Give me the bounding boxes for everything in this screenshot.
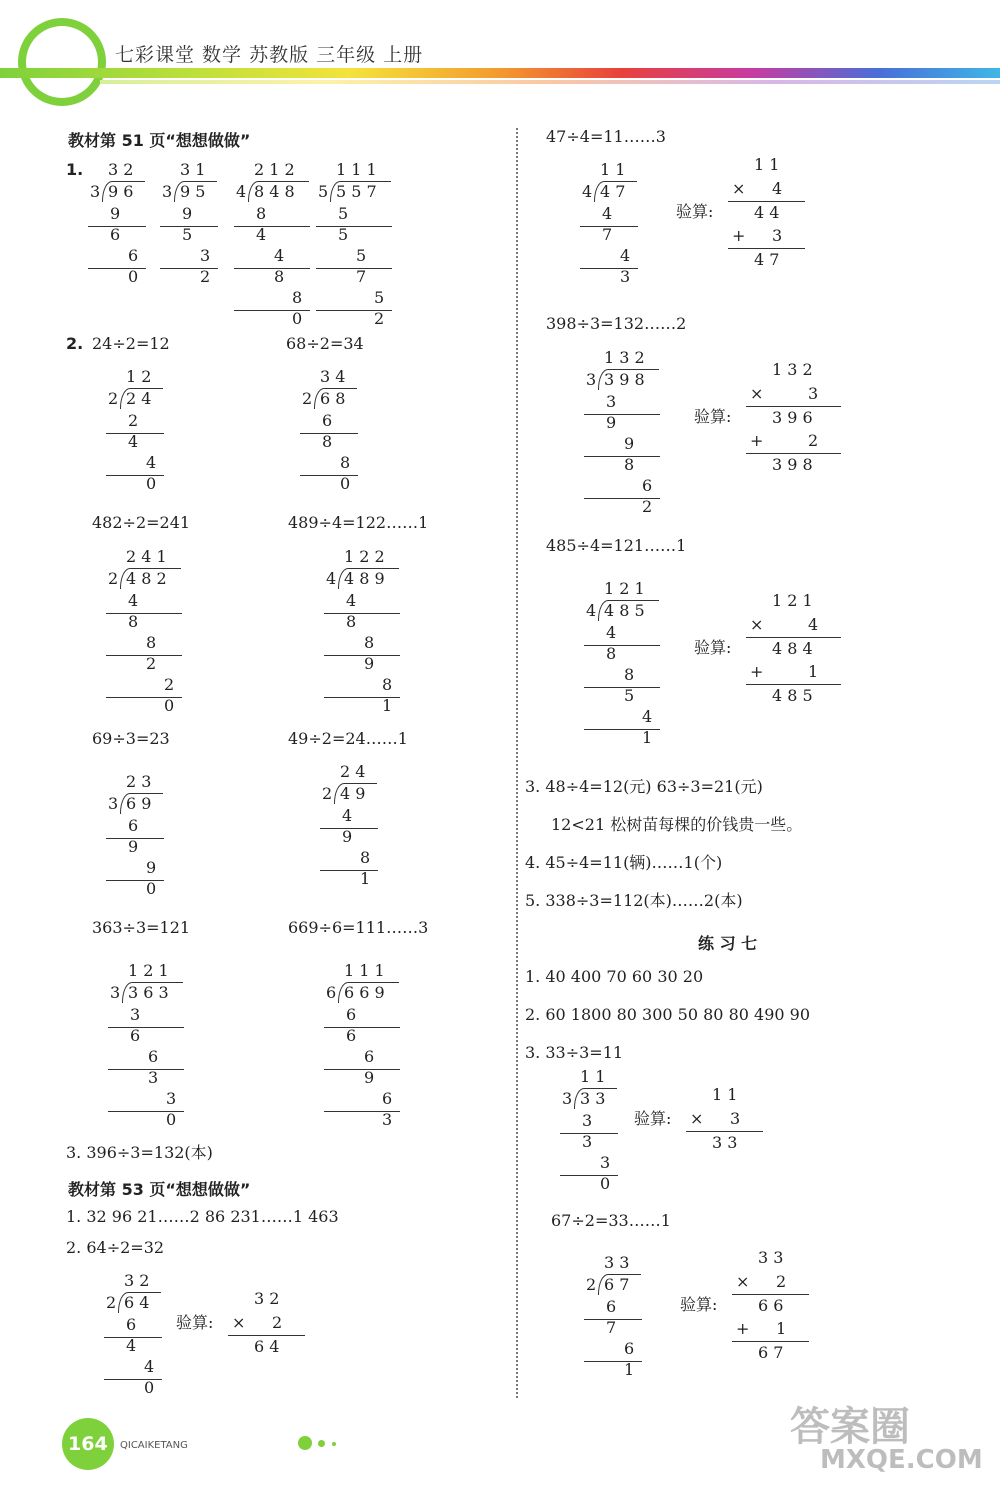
brand-logo [18, 18, 106, 106]
column-divider [516, 128, 518, 1398]
quotient: 1 2 1 [128, 961, 169, 980]
division-step: 6 [642, 476, 653, 495]
check-label: 验算: [694, 638, 732, 657]
dividend: 6 9 [126, 794, 152, 813]
division-step: 6 [382, 1089, 393, 1108]
division-step: 9 [624, 434, 635, 453]
page-number-badge [62, 1418, 114, 1470]
divisor: 2 [108, 389, 119, 408]
times-sign: × [750, 615, 764, 634]
division-bracket [598, 369, 659, 390]
dividend: 4 9 [340, 784, 366, 803]
division-bracket [118, 1292, 161, 1313]
division-step: 6 [346, 1005, 357, 1024]
exercise-2: 2. 60 1800 80 300 50 80 80 490 90 [525, 1005, 810, 1024]
check-line [746, 637, 841, 638]
divisor: 3 [162, 182, 173, 201]
division-step: 4 [602, 204, 613, 223]
division-line [324, 1027, 400, 1028]
division-step: 8 [292, 288, 303, 307]
check-factor: 3 [730, 1109, 741, 1128]
quotient: 3 2 [108, 160, 134, 179]
division-step: 3 [582, 1111, 593, 1130]
division-step: 7 [356, 267, 367, 286]
dividend: 9 6 [108, 182, 134, 201]
division-step: 5 [356, 246, 367, 265]
equation: 482÷2=241 [92, 513, 191, 532]
footer-dot [318, 1440, 325, 1447]
check-factor: 3 3 [758, 1248, 784, 1267]
question-2-label: 2. [66, 334, 84, 353]
division-line [234, 226, 310, 227]
division-step: 4 [642, 707, 653, 726]
dividend: 9 5 [180, 182, 206, 201]
division-step: 3 [148, 1068, 159, 1087]
division-step: 0 [164, 696, 175, 715]
division-step: 6 [128, 816, 139, 835]
division-step: 6 [148, 1047, 159, 1066]
equation: 24÷2=12 [92, 334, 170, 353]
times-sign: × [732, 179, 746, 198]
division-step: 6 [364, 1047, 375, 1066]
division-bracket [334, 783, 377, 804]
division-step: 3 [382, 1110, 393, 1129]
equation: 363÷3=121 [92, 918, 191, 937]
division-step: 3 [600, 1153, 611, 1172]
division-line [106, 613, 182, 614]
check-factor: 2 [776, 1272, 787, 1291]
dividend: 3 3 [580, 1089, 606, 1108]
division-line [584, 414, 660, 415]
check-addend: 1 [808, 662, 819, 681]
watermark-url: MXQE.COM [820, 1445, 983, 1475]
division-step: 3 [130, 1005, 141, 1024]
division-bracket [598, 1274, 641, 1295]
division-step: 4 [342, 806, 353, 825]
question-5: 5. 338÷3=112(本)……2(本) [525, 891, 743, 910]
division-step: 8 [146, 633, 157, 652]
check-addend: 1 [776, 1319, 787, 1338]
division-step: 6 [322, 411, 333, 430]
division-step: 6 [130, 1026, 141, 1045]
question-3: 3. 396÷3=132(本) [66, 1143, 213, 1162]
division-step: 2 [374, 309, 385, 328]
dividend: 5 5 7 [336, 182, 377, 201]
question-1-label: 1. [66, 160, 84, 179]
division-step: 4 [146, 453, 157, 472]
equation: 398÷3=132……2 [546, 314, 687, 333]
divisor: 6 [326, 983, 337, 1002]
division-line [324, 613, 400, 614]
division-step: 4 [606, 623, 617, 642]
check-line [686, 1131, 763, 1132]
dividend: 6 6 9 [344, 983, 385, 1002]
section-title-51: 教材第 51 页“想想做做” [68, 131, 251, 150]
division-step: 8 [346, 612, 357, 631]
division-step: 3 [620, 267, 631, 286]
check-sum: 4 8 5 [772, 686, 813, 705]
check-factor: 4 [772, 179, 783, 198]
division-bracket [120, 793, 163, 814]
division-step: 1 [360, 869, 371, 888]
check-sum: 3 9 8 [772, 455, 813, 474]
check-factor: 3 2 [254, 1289, 280, 1308]
check-label: 验算: [676, 202, 714, 221]
check-sum: 6 7 [758, 1343, 784, 1362]
exercise-1: 1. 40 400 70 60 30 20 [525, 967, 704, 986]
division-step: 8 [340, 453, 351, 472]
division-step: 4 [620, 246, 631, 265]
division-step: 9 [146, 858, 157, 877]
division-step: 4 [126, 1336, 137, 1355]
division-step: 4 [128, 591, 139, 610]
division-step: 5 [338, 225, 349, 244]
division-step: 3 [200, 246, 211, 265]
division-step: 6 [126, 1315, 137, 1334]
check-line [746, 684, 841, 685]
check-label: 验算: [680, 1295, 718, 1314]
divisor: 5 [318, 182, 329, 201]
times-sign: × [232, 1313, 246, 1332]
equation: 485÷4=121……1 [546, 536, 687, 555]
division-step: 7 [606, 1318, 617, 1337]
division-step: 0 [146, 474, 157, 493]
division-step: 0 [600, 1174, 611, 1193]
division-step: 9 [364, 1068, 375, 1087]
division-step: 8 [274, 267, 285, 286]
division-step: 0 [340, 474, 351, 493]
check-factor: 2 [272, 1313, 283, 1332]
division-line [106, 655, 182, 656]
check-line [746, 453, 841, 454]
times-sign: × [690, 1109, 704, 1128]
quotient: 3 3 [604, 1253, 630, 1272]
quotient: 1 1 1 [344, 961, 385, 980]
division-step: 8 [322, 432, 333, 451]
division-step: 0 [144, 1378, 155, 1397]
times-sign: × [736, 1272, 750, 1291]
division-line [584, 456, 660, 457]
division-line [324, 655, 400, 656]
check-factor: 4 [808, 615, 819, 634]
division-line [316, 268, 392, 269]
quotient: 2 1 2 [254, 160, 295, 179]
check-product: 6 6 [758, 1296, 784, 1315]
plus-sign: + [736, 1319, 750, 1338]
equation: 69÷3=23 [92, 729, 170, 748]
division-line [316, 226, 392, 227]
s2-question-1: 1. 32 96 21……2 86 231……1 463 [66, 1207, 339, 1226]
division-step: 5 [624, 686, 635, 705]
divisor: 4 [326, 569, 337, 588]
check-factor: 1 1 [712, 1085, 738, 1104]
question-4: 4. 45÷4=11(辆)……1(个) [525, 853, 723, 872]
division-bracket [122, 982, 183, 1003]
divisor: 3 [110, 983, 121, 1002]
divisor: 2 [322, 784, 333, 803]
dividend: 3 6 3 [128, 983, 169, 1002]
divisor: 3 [586, 370, 597, 389]
division-step: 5 [374, 288, 385, 307]
footer-dot [298, 1436, 312, 1450]
check-sum: 4 7 [754, 250, 780, 269]
divisor: 4 [582, 182, 593, 201]
section-title-53: 教材第 53 页“想想做做” [68, 1180, 251, 1199]
equation: 669÷6=111……3 [288, 918, 429, 937]
division-step: 4 [144, 1357, 155, 1376]
division-step: 8 [256, 204, 267, 223]
division-line [108, 1027, 184, 1028]
quotient: 1 2 1 [604, 579, 645, 598]
header-title: 七彩课堂 数学 苏教版 三年级 上册 [115, 44, 424, 66]
equation: 49÷2=24……1 [288, 729, 408, 748]
check-product: 6 4 [254, 1337, 280, 1356]
quotient: 1 1 [580, 1067, 606, 1086]
divisor: 3 [90, 182, 101, 201]
division-bracket [574, 1088, 617, 1109]
dividend: 6 7 [604, 1275, 630, 1294]
division-step: 9 [342, 827, 353, 846]
quotient: 2 3 [126, 772, 152, 791]
dividend: 4 8 5 [604, 601, 645, 620]
division-bracket [102, 181, 145, 202]
division-step: 1 [382, 696, 393, 715]
division-step: 6 [110, 225, 121, 244]
division-step: 3 [166, 1089, 177, 1108]
check-product: 3 3 [712, 1133, 738, 1152]
division-step: 0 [166, 1110, 177, 1129]
s2-question-2: 2. 64÷2=32 [66, 1238, 165, 1257]
check-line [228, 1335, 305, 1336]
plus-sign: + [750, 662, 764, 681]
divisor: 2 [106, 1293, 117, 1312]
division-bracket [120, 568, 181, 589]
division-bracket [330, 181, 391, 202]
division-bracket [338, 568, 399, 589]
division-step: 1 [642, 728, 653, 747]
division-step: 9 [606, 413, 617, 432]
header-rainbow-bar-light [100, 80, 1000, 84]
dividend: 3 9 8 [604, 370, 645, 389]
division-bracket [338, 982, 399, 1003]
divisor: 2 [586, 1275, 597, 1294]
page-number: 164 [68, 1433, 108, 1455]
division-step: 4 [256, 225, 267, 244]
division-bracket [174, 181, 217, 202]
division-step: 8 [364, 633, 375, 652]
division-step: 6 [624, 1339, 635, 1358]
question-3: 3. 48÷4=12(元) 63÷3=21(元) [525, 777, 763, 796]
quotient: 3 1 [180, 160, 206, 179]
quotient: 2 4 1 [126, 547, 167, 566]
division-step: 2 [146, 654, 157, 673]
check-line [728, 248, 805, 249]
dividend: 2 4 [126, 389, 152, 408]
dividend: 6 4 [124, 1293, 150, 1312]
division-step: 9 [110, 204, 121, 223]
check-label: 验算: [694, 407, 732, 426]
division-line [324, 1069, 400, 1070]
division-step: 3 [582, 1132, 593, 1151]
equation: 67÷2=33……1 [551, 1211, 671, 1230]
quotient: 1 2 2 [344, 547, 385, 566]
quotient: 3 4 [320, 367, 346, 386]
division-step: 0 [146, 879, 157, 898]
division-step: 8 [624, 455, 635, 474]
division-step: 6 [346, 1026, 357, 1045]
division-step: 1 [624, 1360, 635, 1379]
division-line [234, 268, 310, 269]
check-label: 验算: [176, 1313, 214, 1332]
division-step: 2 [200, 267, 211, 286]
divisor: 2 [302, 389, 313, 408]
division-step: 5 [338, 204, 349, 223]
dividend: 4 8 2 [126, 569, 167, 588]
division-line [584, 687, 660, 688]
division-step: 4 [128, 432, 139, 451]
check-product: 4 4 [754, 203, 780, 222]
check-product: 4 8 4 [772, 639, 813, 658]
header-rainbow-bar [0, 68, 1000, 78]
division-step: 8 [606, 644, 617, 663]
quotient: 1 3 2 [604, 348, 645, 367]
equation: 68÷2=34 [286, 334, 364, 353]
quotient: 1 1 [600, 160, 626, 179]
division-step: 2 [128, 411, 139, 430]
division-bracket [248, 181, 309, 202]
exercise-3: 3. 33÷3=11 [525, 1043, 624, 1062]
division-step: 0 [128, 267, 139, 286]
quotient: 1 1 1 [336, 160, 377, 179]
dividend: 4 8 9 [344, 569, 385, 588]
divisor: 4 [586, 601, 597, 620]
check-factor: 1 1 [754, 155, 780, 174]
check-factor: 1 2 1 [772, 591, 813, 610]
dividend: 4 7 [600, 182, 626, 201]
division-step: 8 [128, 612, 139, 631]
division-step: 4 [346, 591, 357, 610]
division-step: 5 [182, 225, 193, 244]
check-line [732, 1341, 809, 1342]
division-step: 8 [360, 848, 371, 867]
check-line [746, 406, 841, 407]
division-step: 8 [382, 675, 393, 694]
dividend: 8 4 8 [254, 182, 295, 201]
check-label: 验算: [634, 1109, 672, 1128]
watermark: 答案圈 [790, 1404, 910, 1450]
division-step: 8 [624, 665, 635, 684]
divisor: 2 [108, 569, 119, 588]
check-addend: 3 [772, 226, 783, 245]
division-step: 9 [182, 204, 193, 223]
check-line [728, 201, 805, 202]
division-step: 6 [128, 246, 139, 265]
footer-dot [332, 1442, 336, 1446]
divisor: 3 [108, 794, 119, 813]
check-product: 3 9 6 [772, 408, 813, 427]
equation: 47÷4=11……3 [546, 127, 666, 146]
division-step: 4 [274, 246, 285, 265]
check-factor: 3 [808, 384, 819, 403]
division-bracket [314, 388, 357, 409]
quotient: 2 4 [340, 762, 366, 781]
division-step: 6 [606, 1297, 617, 1316]
check-addend: 2 [808, 431, 819, 450]
division-step: 9 [128, 837, 139, 856]
divisor: 4 [236, 182, 247, 201]
check-factor: 1 3 2 [772, 360, 813, 379]
division-step: 2 [164, 675, 175, 694]
division-step: 9 [364, 654, 375, 673]
equation: 489÷4=122……1 [288, 513, 429, 532]
divisor: 3 [562, 1089, 573, 1108]
division-bracket [598, 600, 659, 621]
division-step: 2 [642, 497, 653, 516]
division-line [584, 645, 660, 646]
division-step: 7 [602, 225, 613, 244]
question-3-conclusion: 12<21 松树苗每棵的价钱贵一些。 [551, 815, 803, 834]
division-line [108, 1069, 184, 1070]
times-sign: × [750, 384, 764, 403]
division-step: 3 [606, 392, 617, 411]
division-bracket [594, 181, 637, 202]
division-step: 0 [292, 309, 303, 328]
plus-sign: + [750, 431, 764, 450]
quotient: 1 2 [126, 367, 152, 386]
check-line [732, 1294, 809, 1295]
dividend: 6 8 [320, 389, 346, 408]
quotient: 3 2 [124, 1271, 150, 1290]
division-bracket [120, 388, 163, 409]
exercise-title: 练 习 七 [698, 934, 758, 953]
plus-sign: + [732, 226, 746, 245]
footer-brand: QICAIKETANG [120, 1440, 188, 1451]
